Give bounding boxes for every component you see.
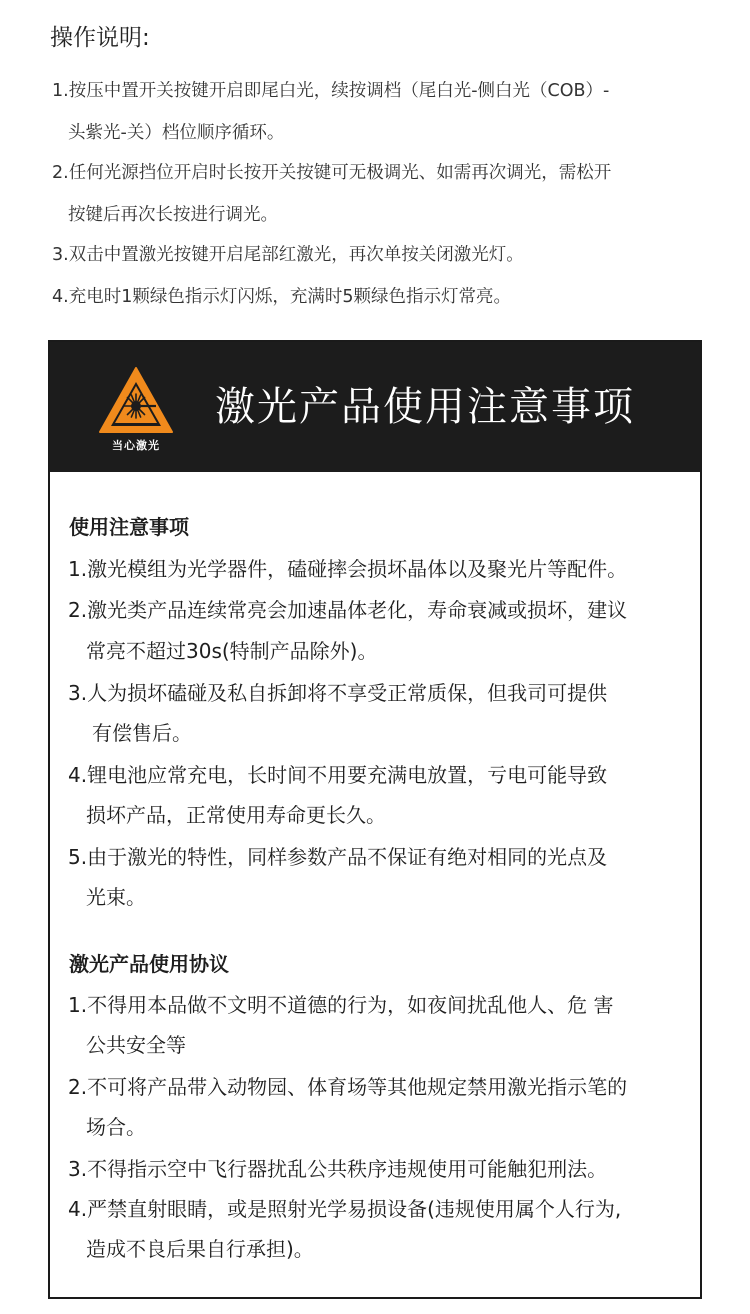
agreement-line: 2.不可将产品带入动物园、体育场等其他规定禁用激光指示笔的 [68, 1075, 628, 1099]
instruction-line: 头紫光-关）档位顺序循环。 [68, 123, 285, 143]
precaution-line: 2.激光类产品连续常亮会加速晶体老化，寿命衰减或损坏，建议 [68, 598, 628, 622]
agreement-line: 4.严禁直射眼睛，或是照射光学易损设备(违规使用属个人行为, [68, 1197, 622, 1221]
precaution-line: 光束。 [86, 885, 146, 909]
agreement-line: 造成不良后果自行承担)。 [86, 1237, 314, 1261]
precaution-line: 5.由于激光的特性，同样参数产品不保证有绝对相同的光点及 [68, 845, 608, 869]
instructions-title: 操作说明: [50, 25, 150, 51]
agreement-line: 3.不得指示空中飞行器扰乱公共秩序违规使用可能触犯刑法。 [68, 1157, 608, 1181]
agreement-line: 场合。 [86, 1115, 146, 1139]
instruction-line: 4.充电时1颗绿色指示灯闪烁，充满时5颗绿色指示灯常亮。 [52, 287, 511, 307]
instruction-line: 2.任何光源挡位开启时长按开关按键可无极调光、如需再次调光，需松开 [52, 163, 612, 183]
card-title: 激光产品使用注意事项 [215, 384, 635, 430]
precaution-line: 损坏产品，正常使用寿命更长久。 [86, 803, 386, 827]
precaution-line: 有偿售后。 [92, 721, 192, 745]
card-header [50, 342, 700, 472]
warning-caption: 当心激光 [112, 439, 160, 452]
instruction-line: 按键后再次长按进行调光。 [68, 205, 278, 225]
precaution-line: 4.锂电池应常充电，长时间不用要充满电放置，亏电可能导致 [68, 763, 608, 787]
precautions-heading: 使用注意事项 [69, 515, 189, 539]
agreement-line: 公共安全等 [86, 1033, 186, 1057]
precaution-line: 常亮不超过30s(特制产品除外)。 [86, 639, 378, 663]
laser-notice-card [48, 340, 702, 1299]
instruction-line: 3.双击中置激光按键开启尾部红激光，再次单按关闭激光灯。 [52, 245, 524, 265]
agreement-heading: 激光产品使用协议 [69, 952, 229, 976]
precaution-line: 3.人为损坏磕碰及私自拆卸将不享受正常质保，但我司可提供 [68, 681, 608, 705]
agreement-line: 1.不得用本品做不文明不道德的行为，如夜间扰乱他人、危 害 [68, 993, 614, 1017]
precaution-line: 1.激光模组为光学器件，磕碰摔会损坏晶体以及聚光片等配件。 [68, 557, 628, 581]
instruction-line: 1.按压中置开关按键开启即尾白光，续按调档（尾白光-侧白光（COB）- [52, 81, 610, 101]
